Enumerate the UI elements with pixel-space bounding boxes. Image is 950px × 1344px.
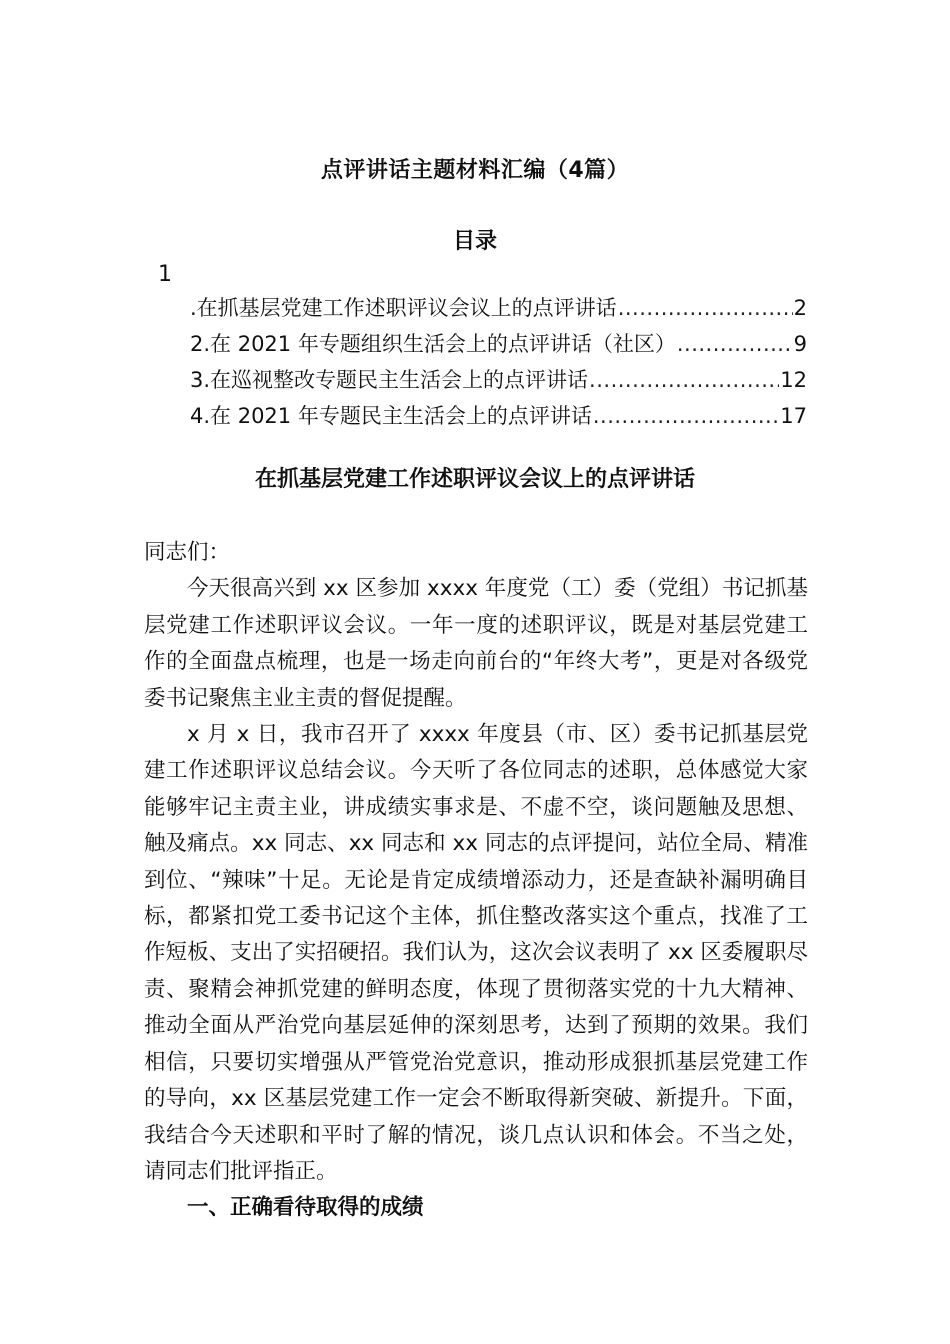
speech-body xyxy=(144,535,808,1227)
section-title: 在抓基层党建工作述职评议会议上的点评讲话 xyxy=(254,467,695,492)
toc-item[interactable] xyxy=(190,326,807,362)
toc-item[interactable] xyxy=(190,398,807,434)
toc-leader-dots xyxy=(677,326,793,362)
document-title: 点评讲话主题材料汇编（4篇） xyxy=(320,158,630,183)
toc-heading: 目录 xyxy=(452,229,497,254)
table-of-contents xyxy=(190,290,807,434)
toc-item-page: 12 xyxy=(780,368,807,392)
toc-stray-number: 1 xyxy=(158,262,172,287)
body-paragraph: x 月 x 日，我市召开了 xxxx 年度县（市、区）委书记抓基层党建工作述职评议总结会议。今天听了各位同志的述职，总体感觉大家能够牢记主责主业，讲成绩实事求是、不虚不空，谈问题触及思想、触及痛点。xx 同志、xx 同志和 xx 同志的点评提问，站位全局、精准到位、“辣味”十足。无论是肯定成绩增添动力，还是查缺补漏明确目标，都紧扣党工委书记这个主体，抓住整改落实这个重点，找准了工作短板、支出了实招硬招。我们认为，这次会议表明了 xx 区委履职尽责、聚精会神抓党建的鲜明态度，体现了贯彻落实党的十九大精神、推动全面从严治党向基层延伸的深刻思考，达到了预期的效果。我们相信，只要切实增强从严管党治党意识，推动形成狠抓基层党建工作的导向，xx 区基层党建工作一定会不断取得新突破、新提升。下面，我结合今天述职和平时了解的情况，谈几点认识和体会。不当之处，请同志们批评指正。 xyxy=(144,722,808,1184)
toc-item[interactable] xyxy=(190,362,807,398)
toc-item-text: 3.在巡视整改专题民主生活会上的点评讲话 xyxy=(190,368,589,392)
toc-leader-dots xyxy=(589,362,779,398)
toc-item-text: .在抓基层党建工作述职评议会议上的点评讲话 xyxy=(190,296,617,320)
toc-item-text: 2.在 2021 年专题组织生活会上的点评讲话（社区） xyxy=(190,332,676,356)
subheading: 一、正确看待取得的成绩 xyxy=(187,1195,424,1221)
toc-item[interactable] xyxy=(190,290,807,326)
salutation: 同志们： xyxy=(144,540,231,565)
toc-item-page: 2 xyxy=(793,296,807,320)
toc-item-page: 17 xyxy=(780,404,807,428)
toc-leader-dots xyxy=(593,398,779,434)
toc-leader-dots xyxy=(618,290,793,326)
toc-item-page: 9 xyxy=(793,332,807,356)
toc-item-text: 4.在 2021 年专题民主生活会上的点评讲话 xyxy=(190,404,592,428)
body-paragraph: 今天很高兴到 xx 区参加 xxxx 年度党（工）委（党组）书记抓基层党建工作述职评议会议。一年一度的述职评议，既是对基层党建工作的全面盘点梳理，也是一场走向前台的“年终大考”，更是对各级党委书记聚焦主业主责的督促提醒。 xyxy=(144,576,808,711)
